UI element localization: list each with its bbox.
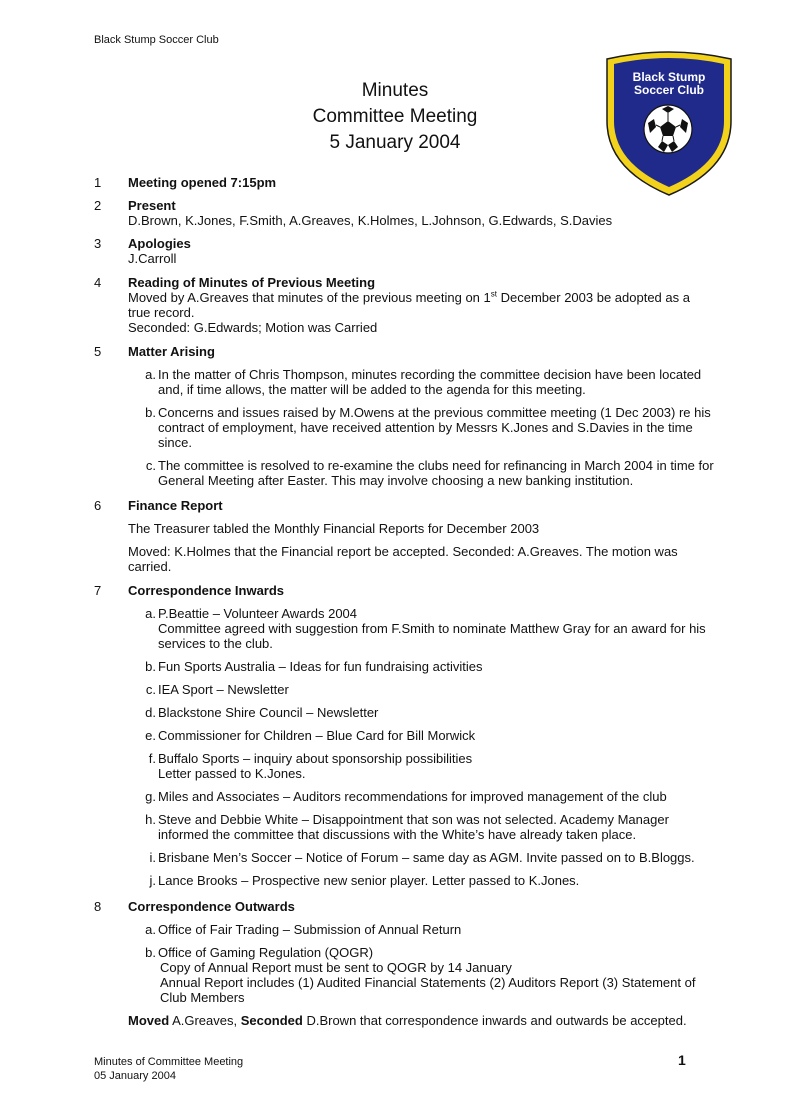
list-marker: g. [145,789,156,804]
logo-text-line-2: Soccer Club [633,83,705,97]
ordinal-suffix: st [490,289,497,299]
list-item [145,728,714,743]
list-item [145,458,714,488]
list-item [145,812,714,842]
list-marker: b. [145,945,156,960]
title-line-3: 5 January 2004 [329,132,461,153]
section-7 [94,583,714,888]
seconded-by: D.Brown that correspondence inwards and outwards be accepted. [302,1013,687,1028]
list-marker: a. [145,367,156,382]
list-item [145,789,714,804]
final-motion [128,1013,714,1028]
list-marker: d. [145,705,156,720]
list-item-text: Brisbane Men’s Soccer – Notice of Forum – same day as AGM. Invite passed on to B.Bloggs. [158,850,695,865]
list-item-text: Office of Gaming Regulation (QOGR) [158,945,374,960]
page-number: 1 [678,1052,686,1068]
section-heading: Finance Report [128,498,223,513]
list-item-text: Concerns and issues raised by M.Owens at the previous committee meeting (1 Dec 2003) re his contract of employment, have received attention by Messrs K.Jones and S.Davies in the time since. [158,405,711,450]
list-item [149,873,714,888]
list-item-text: IEA Sport – Newsletter [158,682,289,697]
seconded-label: Seconded [240,1013,303,1028]
list-item-text: In the matter of Chris Thompson, minutes recording the committee decision have been located and, if time allows, the matter will be added to the agenda for this meeting. [158,367,702,397]
list-marker: c. [145,682,156,697]
footer-line-2: 05 January 2004 [94,1070,176,1082]
list-item [149,850,714,865]
section-3 [94,236,714,266]
section-number: 3 [94,236,102,251]
header-club-name: Black Stump Soccer Club [94,34,219,46]
section-number: 7 [94,583,102,598]
list-item [145,705,714,720]
section-8 [94,899,714,1028]
motion-text-b: December 2003 be adopted as a true record. [128,290,690,320]
list-marker: b. [145,659,156,674]
list-item-text: The committee is resolved to re-examine the clubs need for refinancing in March 2004 in time for General Meeting after Easter. This may involve choosing a new banking institution. [158,458,714,488]
list-item [145,922,714,937]
apologies-list: J.Carroll [128,251,177,266]
list-marker: c. [145,458,156,473]
list-item [145,682,714,697]
section-number: 2 [94,198,102,213]
section-heading: Correspondence Inwards [128,583,285,598]
list-item-subtext: Committee agreed with suggestion from F.Smith to nominate Matthew Gray for an award for his services to the club. [158,621,706,651]
present-list: D.Brown, K.Jones, F.Smith, A.Greaves, K.Holmes, L.Johnson, G.Edwards, S.Davies [128,213,613,228]
list-marker: a. [145,922,156,937]
list-item-text: Miles and Associates – Auditors recommendations for improved management of the club [158,789,667,804]
motion-text [128,290,714,320]
finance-para-2: Moved: K.Holmes that the Financial report be accepted. Seconded: A.Greaves. The motion was carried. [128,544,678,574]
list-item-text: Buffalo Sports – inquiry about sponsorship possibilities [158,751,473,766]
section-2 [94,198,714,228]
footer-line-1: Minutes of Committee Meeting [94,1056,244,1068]
list-item [145,606,714,651]
soccer-ball-icon [644,105,692,153]
list-marker: b. [145,405,156,420]
finance-para-1: The Treasurer tabled the Monthly Financial Reports for December 2003 [128,521,540,536]
list-item-text: Steve and Debbie White – Disappointment that son was not selected. Academy Manager informed the committee that discussions with the White’s have already taken place. [158,812,669,842]
seconded-text: Seconded: G.Edwards; Motion was Carried [128,320,378,335]
section-number: 5 [94,344,102,359]
list-item [145,659,714,674]
moved-by: A.Greaves, [169,1013,241,1028]
list-marker: f. [148,751,156,766]
section-5 [94,344,714,488]
section-heading: Reading of Minutes of Previous Meeting [128,275,376,290]
section-number: 1 [94,175,102,190]
list-item-text: Office of Fair Trading – Submission of Annual Return [158,922,462,937]
list-marker: j. [149,873,156,888]
title-line-1: Minutes [361,80,429,101]
section-4 [94,275,714,335]
list-marker: i. [149,850,156,865]
list-marker: e. [145,728,156,743]
section-heading: Present [128,198,176,213]
list-item-text: Blackstone Shire Council – Newsletter [158,705,379,720]
logo-text-line-1: Black Stump [632,70,706,84]
section-heading: Matter Arising [128,344,215,359]
list-item-text: Fun Sports Australia – Ideas for fun fundraising activities [158,659,483,674]
section-heading: Meeting opened 7:15pm [128,175,277,190]
section-number: 4 [94,275,102,290]
list-item-subtext: Letter passed to K.Jones. [158,766,306,781]
moved-label: Moved [128,1013,170,1028]
list-item-text: P.Beattie – Volunteer Awards 2004 [158,606,358,621]
list-item-subtext: Copy of Annual Report must be sent to QOGR by 14 January [160,960,512,975]
page-title [250,78,540,156]
list-item-text: Commissioner for Children – Blue Card for Bill Morwick [158,728,476,743]
section-number: 6 [94,498,102,513]
section-heading: Apologies [128,236,191,251]
list-item [148,751,714,781]
list-item [145,405,714,450]
section-heading: Correspondence Outwards [128,899,295,914]
list-item [145,367,714,397]
footer [94,1055,243,1083]
list-item-subtext: Annual Report includes (1) Audited Financial Statements (2) Auditors Report (3) Statement of Club Members [160,975,696,1005]
section-number: 8 [94,899,102,914]
list-item [145,945,714,1005]
list-item-text: Lance Brooks – Prospective new senior player. Letter passed to K.Jones. [158,873,580,888]
section-6 [94,498,714,574]
list-marker: a. [145,606,156,621]
motion-text-a: Moved by A.Greaves that minutes of the previous meeting on 1 [128,290,491,305]
section-1 [94,175,714,190]
list-marker: h. [145,812,156,827]
title-line-2: Committee Meeting [312,106,478,127]
